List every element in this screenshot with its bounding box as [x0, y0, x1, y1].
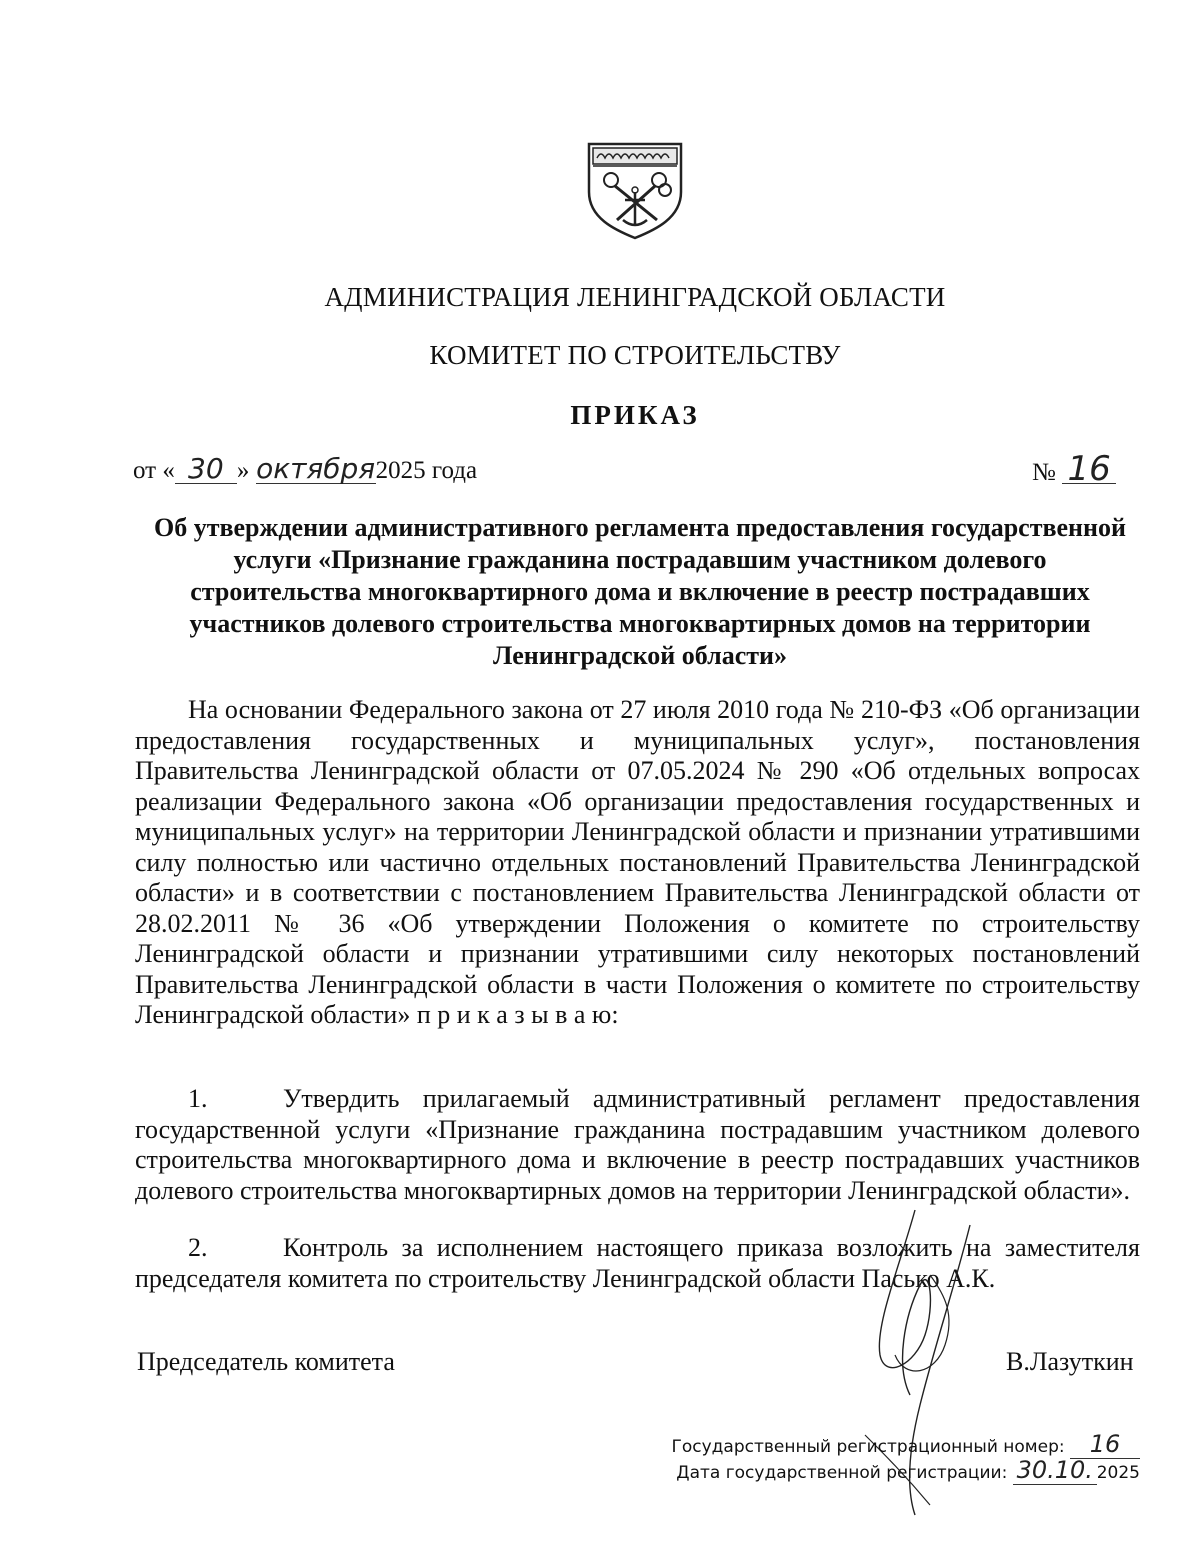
leningrad-oblast-coat-of-arms-icon — [583, 140, 687, 240]
item-number: 2. — [188, 1233, 208, 1262]
date-month: октября — [256, 452, 376, 485]
registration-date-value: 30.10. — [1013, 1456, 1097, 1485]
preamble — [135, 695, 1140, 1031]
date-prefix: от « — [133, 457, 175, 484]
signatory-name: В.Лазуткин — [1006, 1347, 1134, 1376]
document-type-heading: ПРИКАЗ — [570, 400, 700, 430]
registration-number — [671, 1430, 1140, 1459]
item-text: Контроль за исполнением настоящего приказа возложить на заместителя председателя комитета по строительству Ленинградской области Пасько А.К. — [135, 1233, 1140, 1293]
order-date — [133, 452, 478, 485]
document-title: Об утверждении административного регламента предоставления государственной услуги «Признание гражданина пострадавшим участником долевого строительства многоквартирного дома и включение в реестр пострадавших участников долевого строительства многоквартирных домов на территории Ленинградской области» — [153, 513, 1126, 670]
number-value: 16 — [1062, 455, 1116, 484]
registration-date-label: Дата государственной регистрации: — [676, 1463, 1008, 1483]
list-item — [135, 1084, 1140, 1206]
registration-number-label: Государственный регистрационный номер: — [671, 1437, 1065, 1457]
registration-date-year: 2025 — [1096, 1463, 1140, 1483]
date-year: 2025 года — [375, 457, 478, 484]
signatory-position: Председатель комитета — [137, 1347, 395, 1376]
date-close-quote: » — [236, 457, 250, 484]
registration-number-value: 16 — [1070, 1430, 1140, 1459]
item-number: 1. — [188, 1084, 208, 1113]
order-number — [1032, 449, 1116, 489]
administration-heading: АДМИНИСТРАЦИЯ ЛЕНИНГРАДСКОЙ ОБЛАСТИ — [324, 282, 946, 312]
preamble-text: На основании Федерального закона от 27 июля 2010 года № 210-ФЗ «Об организации предоставления государственных и муниципальных услуг», постановления Правительства Ленинградской области от 07.05.2024 № 290 «Об отдельных вопросах реализации Федерального закона «Об организации предоставления государственных и муниципальных услуг» на территории Ленинградской области и признании утратившими силу полностью или частично отдельных постановлений Правительства Ленинградской области» и в соответствии с постановлением Правительства Ленинградской области от 28.02.2011 № 36 «Об утверждении Положения о комитете по строительству Ленинградской области и признании утратившими силу некоторых постановлений Правительства Ленинградской области в части Положения о комитете по строительству Ленинградской области» п р и к а з ы в а ю: — [135, 695, 1140, 1029]
item-text: Утвердить прилагаемый административный регламент предоставления государственной услуги «Признание гражданина пострадавшим участником долевого строительства многоквартирного дома и включение в реестр пострадавших участников долевого строительства многоквартирных домов на территории Ленинградской области». — [135, 1084, 1140, 1205]
registration-date — [676, 1456, 1140, 1485]
number-prefix: № — [1032, 459, 1056, 486]
date-day: 30 — [175, 455, 237, 484]
committee-heading: КОМИТЕТ ПО СТРОИТЕЛЬСТВУ — [429, 340, 841, 370]
